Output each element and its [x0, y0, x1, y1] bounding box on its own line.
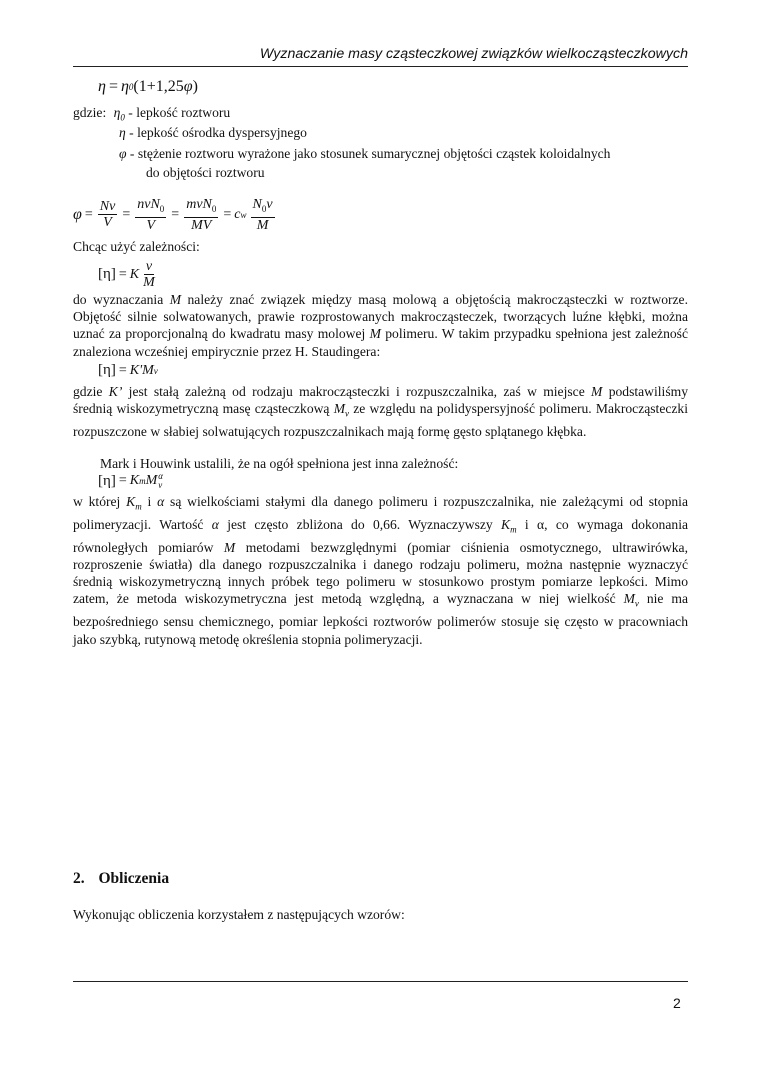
eq1-lhs: η	[98, 78, 106, 95]
p4-Km2: K	[501, 516, 511, 532]
eta0-symbol: η	[113, 105, 121, 120]
equation-mark-houwink: [η] = K m M α v	[98, 471, 163, 490]
paragraph-4	[73, 493, 688, 648]
paragraph-5: Wykonując obliczenia korzystałem z następujących wzorów:	[73, 907, 405, 922]
p4-alpha2: α	[211, 516, 219, 532]
eta0-sub: 0	[120, 112, 125, 123]
eq2-f4-num: N	[252, 197, 262, 212]
eta0-text: - lepkość roztworu	[124, 105, 231, 120]
p4-c: są wielkościami stałymi dla danego polimeru i rozpuszczalnika, nie zależącymi od stopnia polimeryzacji. Wartość	[73, 494, 688, 532]
eq4-lhs: [η]	[98, 362, 116, 378]
p4-a: w której	[73, 494, 127, 509]
eq2-cw-sub: w	[240, 209, 247, 220]
p2-c: podstawiliśmy średnią wiskozymetryczną masę cząsteczkową	[73, 384, 688, 417]
p4-Km2-sub: m	[510, 524, 517, 535]
section-number: 2.	[73, 870, 85, 887]
gdzie-label: gdzie:	[73, 105, 107, 120]
paragraph-1	[73, 291, 688, 360]
footer-rule	[73, 981, 688, 982]
eq1-phi: φ	[183, 78, 193, 95]
paragraph-3: Mark i Houwink ustalili, że na ogół spełniona jest inna zależność:	[100, 456, 459, 471]
eq1-open: (1+1,25	[133, 78, 184, 95]
eq2-f4-v: v	[266, 197, 273, 212]
p4-f: metodami bezwzględnymi (pomiar ciśnienia osmotycznego, ultrawirówka, rozproszenie światła) dla danego rozpuszczalnika i danego rodzaju polimeru, można następnie wyznaczyć średnią wiskozymetryczną innych próbek tego polimeru w stosunkowo prostym pomiarze lepkości. Mimo zatem, że metoda wiskozymetryczna jest metodą względną, a wyznaczana w niej wielkość	[73, 539, 688, 607]
equation-intrinsic-viscosity: [η] = K $\frac{v}{M}$	[98, 259, 155, 290]
eq2-f3-sub: 0	[211, 203, 217, 214]
eq2-f1-den: V	[103, 215, 112, 231]
equation-viscosity-einstein: η = η 0 (1+1,25 φ )	[98, 78, 198, 95]
section-heading	[73, 870, 169, 888]
definition-phi	[119, 145, 610, 162]
p4-b: i	[141, 494, 158, 509]
header-rule	[73, 66, 688, 67]
p1-a: do wyznaczania	[73, 292, 170, 307]
eq5-M-sub: v	[158, 480, 163, 490]
eq2-lhs: φ	[73, 205, 82, 223]
intro-line: Chcąc użyć zależności:	[73, 239, 200, 254]
p4-Km-sub: m	[135, 501, 142, 512]
eq2-f2-num: nvN	[137, 197, 160, 212]
p2-K: K’	[108, 384, 123, 399]
eq5-M: M	[145, 473, 158, 488]
p1-c: polimeru. W takim przypadku spełniona jest zależność znaleziona wcześniej empirycznie przez H. Staudingera:	[73, 326, 688, 359]
eq1-eta: η	[120, 78, 129, 95]
eta-symbol: η	[119, 125, 126, 140]
eq5-lhs: [η]	[98, 472, 116, 489]
running-header: Wyznaczanie masy cząsteczkowej związków wielkocząsteczkowych	[259, 46, 688, 62]
eq2-f4-den: M	[256, 217, 269, 233]
eq4-rhs: K'M	[129, 362, 154, 378]
p1-M1: M	[169, 292, 182, 307]
equation-staudinger: [η] = K'M v	[98, 362, 158, 378]
eq3-lhs: [η]	[98, 266, 116, 282]
p4-Mv: M	[623, 591, 635, 607]
p2-M: M	[591, 384, 603, 399]
phi-symbol: φ	[119, 146, 127, 161]
p4-d: jest często zbliżona do 0,66. Wyznaczywszy	[218, 516, 502, 532]
eq2-f3-den: MV	[191, 217, 212, 233]
section-title: Obliczenia	[98, 870, 170, 887]
p1-b: należy znać związek między masą molową a objętością makrocząsteczki w roztworze. Objętość silnie solwatowanych, prawie rozprostowanych makrocząsteczek, tworzących luźne kłębki, można uznać za proporcjonalną do kwadratu masy molowej	[73, 292, 688, 342]
p4-Km: K	[126, 494, 136, 509]
p4-M: M	[223, 539, 236, 555]
p2-Mv-sub: v	[345, 408, 350, 419]
eq3-den: M	[143, 275, 155, 290]
eq2-cw: c	[234, 206, 241, 222]
p4-e: i α, co wymaga dokonania równoległych pomiarów	[73, 516, 688, 555]
eq2-f2-den: V	[146, 217, 156, 233]
eq1-sub: 0	[128, 82, 134, 92]
eta-text: - lepkość ośrodka dyspersyjnego	[125, 125, 307, 140]
p2-b: jest stałą zależną od rodzaju makrocząsteczki i rozpuszczalnika, zaś w miejsce	[122, 384, 592, 399]
phi-text-1: - stężenie roztworu wyrażone jako stosunek sumarycznej objętości cząstek koloidalnych	[126, 146, 611, 161]
definition-phi-cont: do objętości roztworu	[146, 165, 265, 180]
eq3-num: v	[145, 259, 153, 274]
eq2-f4-sub: 0	[261, 203, 267, 214]
p2-d: ze względu na polidyspersyjność polimeru. Makrocząsteczki rozpuszczone w słabiej solwatujących rozpuszczalnikach mają formę gęsto splątanego kłębka.	[73, 401, 688, 440]
eq5-K: K	[129, 473, 140, 488]
p2-Mv: M	[333, 401, 346, 417]
p2-a: gdzie	[73, 384, 109, 399]
eq2-f1-num: Nv	[99, 199, 116, 215]
eq2-f2-sub: 0	[159, 203, 165, 214]
eq5-M-sup: α	[158, 471, 163, 481]
p4-Mv-sub: v	[634, 599, 639, 610]
eq1-close: )	[192, 78, 198, 95]
page-number: 2	[673, 995, 681, 1011]
equation-volume-fraction: φ = $\frac{Nv}{V}$ = $\frac{nvN_0}{V}$ = $\frac{mvN_0}{MV}$ = c w $\frac{N_0v}{M}$	[73, 197, 273, 233]
paragraph-2	[73, 383, 688, 440]
eq5-K-sub: m	[139, 476, 146, 486]
p4-g: nie ma bezpośredniego sensu chemicznego, pomiar lepkości roztworów polimerów stosuje się często w pracowniach jako szybką, rutynową metodę określenia stopnia polimeryzacji.	[73, 591, 689, 647]
definition-eta	[119, 124, 307, 141]
p1-M2: M	[369, 326, 381, 342]
eq2-f3-num: mvN	[186, 197, 212, 212]
eq3-k: K	[129, 266, 140, 282]
eq4-sub: v	[153, 365, 158, 376]
p4-alpha: α	[157, 494, 165, 509]
